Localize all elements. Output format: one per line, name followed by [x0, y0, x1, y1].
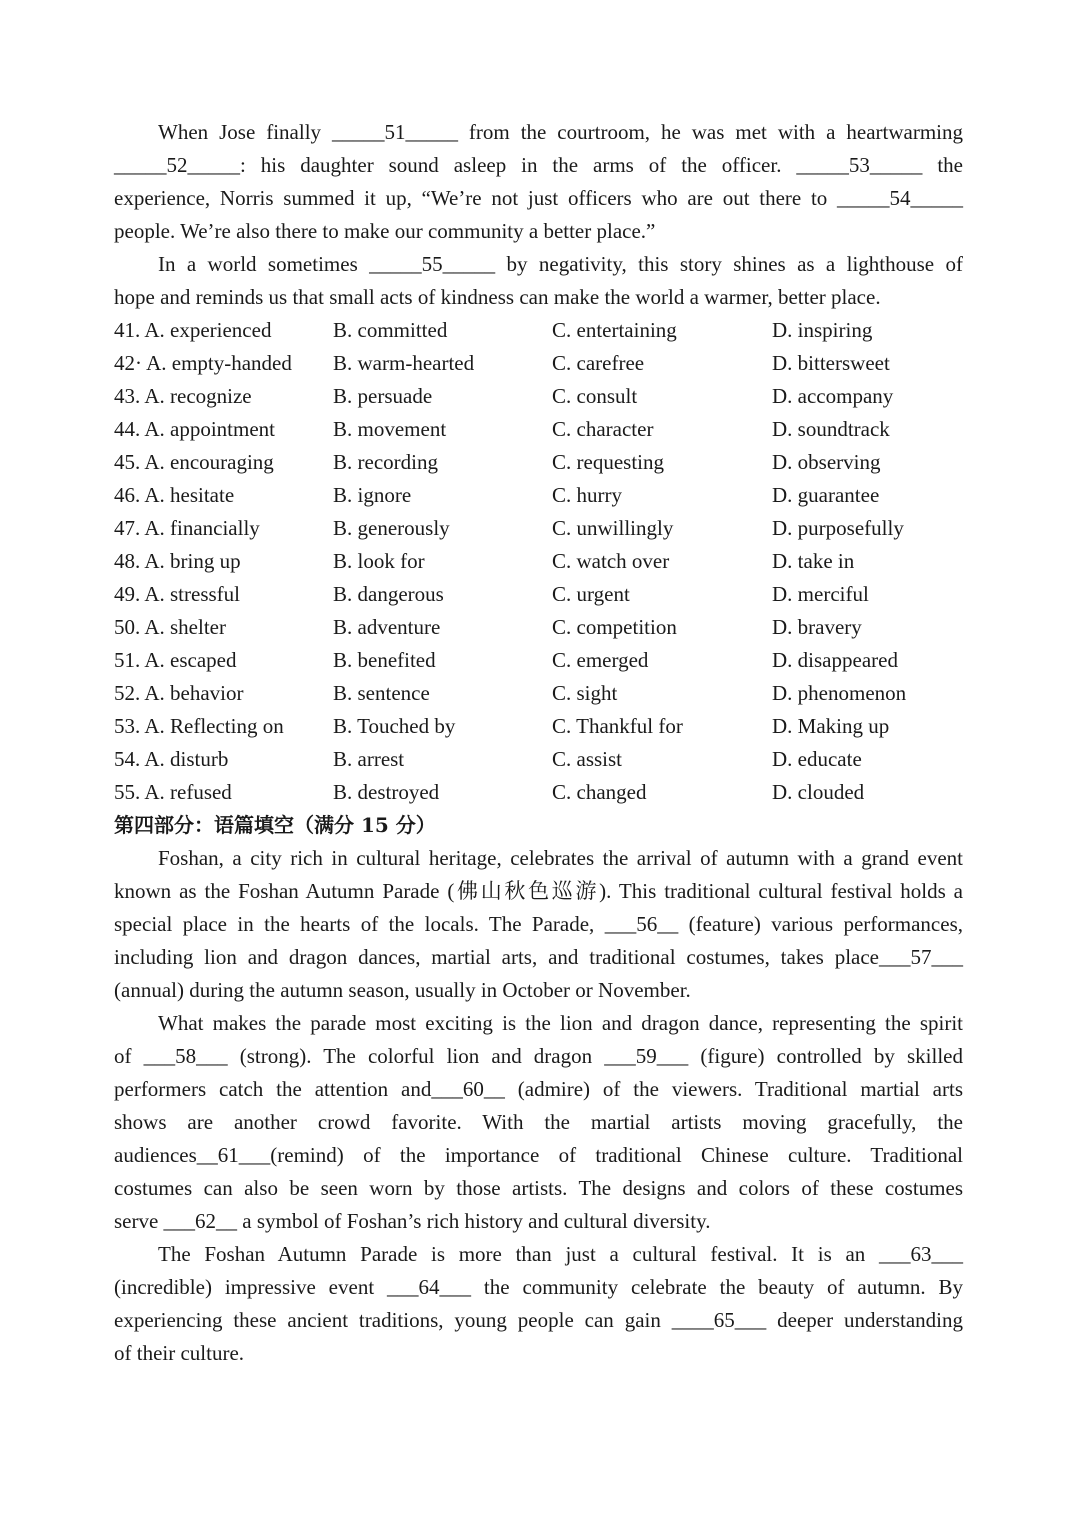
text-line: costumes can also be seen worn by those artists. The designs and colors of these costumes: [114, 1176, 963, 1200]
text-line: of their culture.: [114, 1341, 245, 1365]
text-line: (annual) during the autumn season, usually in October or November.: [114, 978, 691, 1002]
option-choice: 54. A. disturb: [114, 747, 229, 771]
option-choice: B. dangerous: [333, 582, 444, 606]
option-choice: B. warm-hearted: [333, 351, 475, 375]
option-row: [114, 743, 963, 776]
passage-ending: [114, 116, 963, 314]
option-choice: D. observing: [772, 450, 881, 474]
text-line: What makes the parade most exciting is the lion and dragon dance, representing the spirit: [158, 1011, 963, 1035]
option-choice: B. adventure: [333, 615, 441, 639]
option-choice: B. committed: [333, 318, 448, 342]
option-choice: C. hurry: [552, 483, 622, 507]
option-choice: C. entertaining: [552, 318, 677, 342]
option-choice: 48. A. bring up: [114, 549, 241, 573]
option-choice: D. disappeared: [772, 648, 898, 672]
option-choice: C. unwillingly: [552, 516, 674, 540]
option-row: [114, 710, 963, 743]
document-page: [114, 116, 963, 1370]
option-choice: 41. A. experienced: [114, 318, 272, 342]
option-choice: B. generously: [333, 516, 450, 540]
option-row: [114, 380, 963, 413]
text-line: _____52_____: his daughter sound asleep in the arms of the officer. _____53_____ the: [114, 153, 963, 177]
option-choice: 45. A. encouraging: [114, 450, 274, 474]
option-choice: 52. A. behavior: [114, 681, 244, 705]
option-choice: 42· A. empty-handed: [114, 351, 292, 375]
option-choice: C. character: [552, 417, 654, 441]
option-row: [114, 545, 963, 578]
option-choice: C. changed: [552, 780, 647, 804]
option-choice: D. clouded: [772, 780, 865, 804]
section4-passage: [114, 842, 963, 1370]
option-choice: C. sight: [552, 681, 618, 705]
option-choice: B. ignore: [333, 483, 412, 507]
text-line: of ___58___ (strong). The colorful lion and dragon ___59___ (figure) controlled by skilled: [114, 1044, 963, 1068]
option-choice: 44. A. appointment: [114, 417, 275, 441]
option-choice: 51. A. escaped: [114, 648, 237, 672]
option-choice: C. competition: [552, 615, 677, 639]
option-choice: B. movement: [333, 417, 447, 441]
option-choice: C. carefree: [552, 351, 645, 375]
option-choice: B. sentence: [333, 681, 430, 705]
option-choice: B. persuade: [333, 384, 433, 408]
text-line: experience, Norris summed it up, “We’re not just officers who are out there to _____54_____: [114, 186, 963, 210]
option-row: [114, 314, 963, 347]
option-row: [114, 446, 963, 479]
text-line: performers catch the attention and___60__ (admire) of the viewers. Traditional martial arts: [114, 1077, 963, 1101]
text-line: known as the Foshan Autumn Parade (佛山秋色巡游). This traditional cultural festival holds a: [114, 879, 963, 903]
option-row: [114, 347, 963, 380]
option-choice: D. soundtrack: [772, 417, 890, 441]
option-row: [114, 413, 963, 446]
option-choice: B. recording: [333, 450, 438, 474]
text-line: When Jose finally _____51_____ from the courtroom, he was met with a heartwarming: [158, 120, 963, 144]
option-choice: B. destroyed: [333, 780, 440, 804]
option-row: [114, 479, 963, 512]
option-choice: C. emerged: [552, 648, 649, 672]
option-choice: B. Touched by: [333, 714, 456, 738]
option-choice: C. consult: [552, 384, 638, 408]
option-row: [114, 776, 963, 809]
option-choice: C. requesting: [552, 450, 664, 474]
option-choice: 55. A. refused: [114, 780, 232, 804]
option-choice: D. guarantee: [772, 483, 880, 507]
option-choice: 47. A. financially: [114, 516, 260, 540]
option-row: [114, 512, 963, 545]
text-line: hope and reminds us that small acts of kindness can make the world a warmer, better place.: [114, 285, 881, 309]
option-choice: C. urgent: [552, 582, 630, 606]
text-line: (incredible) impressive event ___64___ the community celebrate the beauty of autumn. By: [114, 1275, 963, 1299]
option-choice: D. merciful: [772, 582, 869, 606]
text-line: In a world sometimes _____55_____ by negativity, this story shines as a lighthouse of: [158, 252, 963, 276]
option-choice: D. take in: [772, 549, 855, 573]
option-row: [114, 644, 963, 677]
option-choice: C. assist: [552, 747, 623, 771]
option-row: [114, 611, 963, 644]
text-line: special place in the hearts of the locals. The Parade, ___56__ (feature) various performances,: [114, 912, 963, 936]
text-line: shows are another crowd favorite. With the martial artists moving gracefully, the: [114, 1110, 963, 1134]
text-line: The Foshan Autumn Parade is more than just a cultural festival. It is an ___63___: [158, 1242, 963, 1266]
option-choice: 50. A. shelter: [114, 615, 226, 639]
option-choice: D. bravery: [772, 615, 862, 639]
option-choice: D. bittersweet: [772, 351, 890, 375]
text-line: experiencing these ancient traditions, young people can gain ____65___ deeper understanding: [114, 1308, 963, 1332]
option-choice: 43. A. recognize: [114, 384, 252, 408]
option-choice: D. phenomenon: [772, 681, 907, 705]
option-choice: 46. A. hesitate: [114, 483, 235, 507]
option-choice: 53. A. Reflecting on: [114, 714, 284, 738]
option-choice: B. benefited: [333, 648, 436, 672]
option-choice: D. inspiring: [772, 318, 873, 342]
option-choice: D. educate: [772, 747, 862, 771]
option-choice: C. Thankful for: [552, 714, 683, 738]
option-row: [114, 677, 963, 710]
option-choice: D. accompany: [772, 384, 894, 408]
text-line: audiences__61___(remind) of the importance of traditional Chinese culture. Traditional: [114, 1143, 963, 1167]
option-choice: C. watch over: [552, 549, 670, 573]
option-choice: 49. A. stressful: [114, 582, 240, 606]
option-row: [114, 578, 963, 611]
text-line: including lion and dragon dances, martial arts, and traditional costumes, takes place___57___: [114, 945, 963, 969]
option-choice: B. arrest: [333, 747, 405, 771]
option-choice: D. purposefully: [772, 516, 904, 540]
option-choice: D. Making up: [772, 714, 890, 738]
text-line: people. We’re also there to make our community a better place.”: [114, 219, 656, 243]
text-line: serve ___62__ a symbol of Foshan’s rich history and cultural diversity.: [114, 1209, 711, 1233]
option-choice: B. look for: [333, 549, 425, 573]
answer-options: [114, 314, 963, 809]
section-heading: 第四部分：语篇填空（满分 15 分）: [114, 813, 436, 837]
text-line: Foshan, a city rich in cultural heritage, celebrates the arrival of autumn with a grand event: [158, 846, 963, 870]
